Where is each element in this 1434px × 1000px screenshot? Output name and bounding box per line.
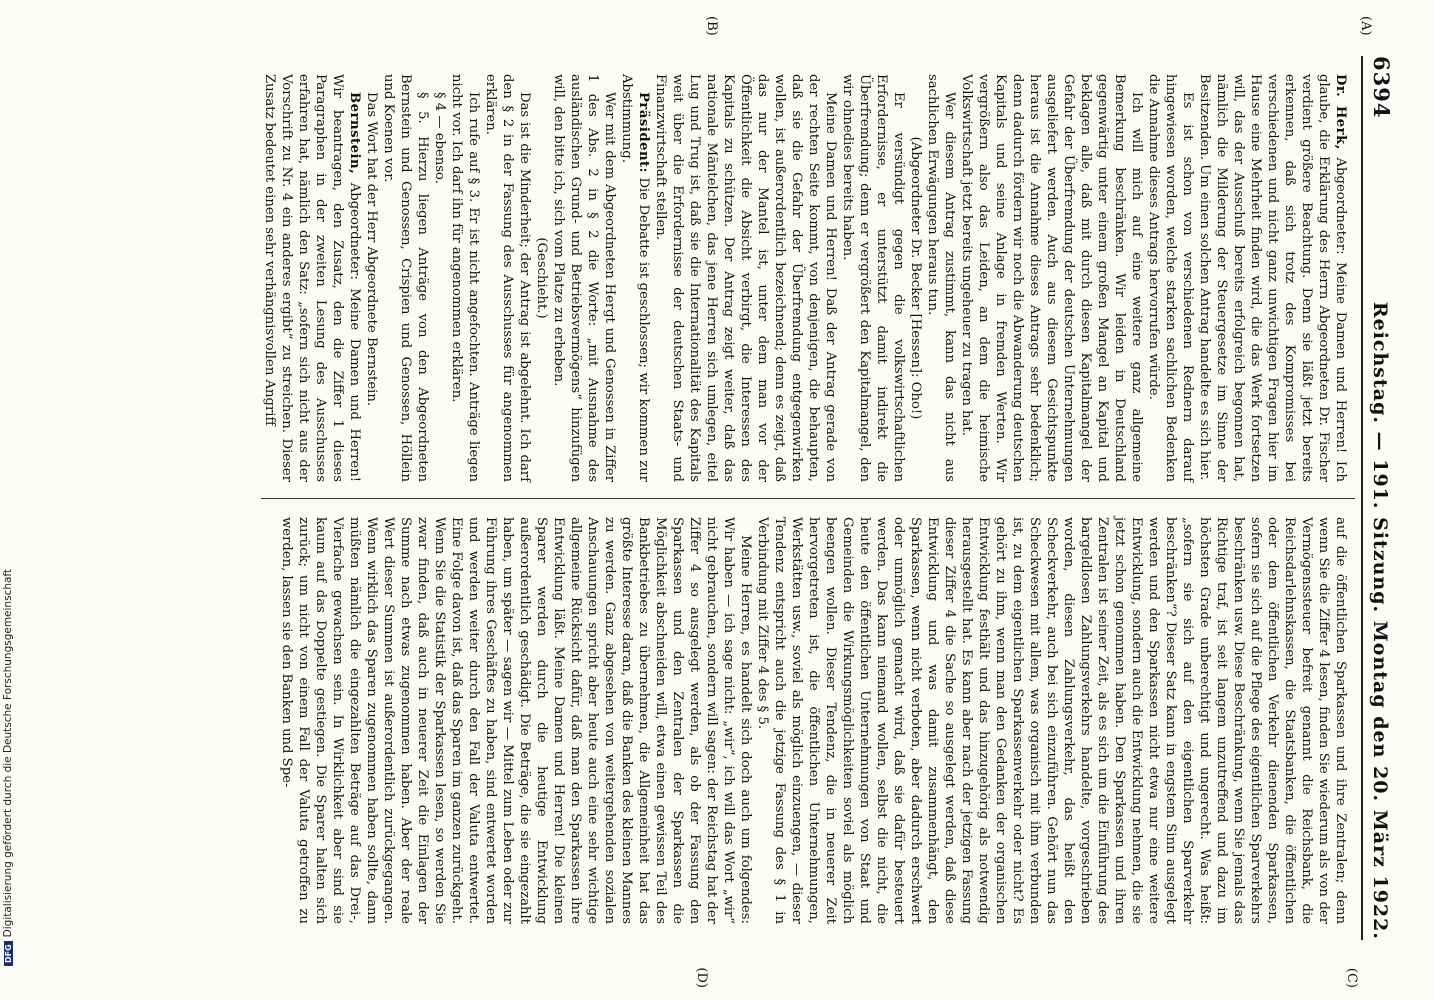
paragraph: Ich rufe auf § 3. Er ist nicht angefochten. Anträge liegen nicht vor. Ich darf ihn für angenommen erklären. [449, 74, 481, 482]
text-columns [261, 16, 1373, 988]
speech-text: Abgeordneter: Meine Damen und Herren! Wir beantragen, den Zusatz, den die Ziffer 1 dieses Paragraphen in der zweiten Lesung des Ausschusses erfahren hat, nämlich den Satz: „sofern sich nicht aus der Vorschrift zu Nr. 4 ein anderes ergibt“ zu streichen. Dieser Zusatz bedeutet einen sehr verhängnisvollen Angriff [262, 74, 362, 482]
paragraph: Das Wort hat der Herr Abgeordnete Bernstein. [364, 92, 379, 407]
left-column [261, 56, 1355, 498]
digitization-credit [2, 0, 18, 1000]
paragraph [618, 74, 652, 482]
right-column [261, 498, 1355, 940]
paragraph: Meine Damen und Herren! Daß der Antrag gerade von der rechten Seite kommt, von denjenigen, die behaupten, daß sie die Gefahr der Überfremdung entgegenwirken wollen, ist außerordentlich bezeichnend; denn es zeigt, daß das nur der Mantel ist, unter dem man vor der Öffentlichkeit die Absicht verbirgt, die Interessen des Kapitals zu schützen. Der Antrag zeigt weiter, daß das nationale Mäntelchen, das jene Herren sich umlegen, eitel Lug und Trug ist, daß sie die Internationalität des Kapitals weit über die Erfordernisse der deutschen Staats- und Finanzwirtschaft stellen. [653, 74, 838, 482]
paragraph: Ich will mich auf eine weitere ganz allgemeine Bemerkung beschränken. Wir leiden in Deutschland gegenwärtig unter einem großen Mangel an Kapital und beklagen alle, daß mit durch diesen Kapitalmangel der Gefahr der Überfremdung der deutschen Unternehmungen ausgeliefert werden. Auch aus diesem Gesichtspunkte heraus ist die Annahme dieses Antrags sehr bedenklich; denn dadurch fördern wir noch die Abwanderung deutschen Kapitals und seine Anlage in fremden Werten. Wir vergrößern also das Leiden, an dem die heimische Volkswirtschaft jetzt bereits ungeheuer zu tragen hat. [959, 74, 1144, 482]
margin-marker-b: (B) [704, 16, 719, 36]
margin-marker-c: (C) [1344, 967, 1359, 988]
speech-text: Abgeordneter: Meine Damen und Herren! Ich glaube, die Erklärung des Herrn Abgeordneten Dr. Fischer verdient größere Beachtung. Denn sie läßt jetzt bereits erkennen, daß sich trotz des Kompromisses bei verschiedenen und nicht ganz unwichtigen Fragen hier im Hause eine Mehrheit finden wird, die das Werk fortsetzen will, das der Ausschuß bereits erfolgreich begonnen hat, nämlich die Milderung der Steuergesetze im Sinne der Besitzenden. Um einen solchen Antrag handelte es sich hier. [1197, 74, 1348, 482]
page-header [1361, 56, 1394, 940]
interjection: (Geschieht.) [534, 237, 549, 319]
interjection: (Abgeordneter Dr. Becker [Hessen]: Oho!) [908, 136, 923, 420]
page-title: Reichstag. — 191. Sitzung. Montag den 20. März 1922. [1369, 301, 1391, 940]
paragraph: § 5. Hierzu liegen Anträge von den Abgeordneten Bernstein und Genossen, Crispien und Genossen, Höllein und Koenen vor. [381, 74, 430, 482]
speaker-name: Bernstein, [347, 92, 362, 175]
paragraph [261, 74, 363, 482]
paragraph: Er versündigt gegen die volkswirtschaftlichen Erfordernisse, er unterstützt damit indirekt die Überfremdung; denn er vergrößert den Kapitalmangel, den wir ohnedies bereits haben. [840, 74, 906, 482]
speaker-name: Präsident: [636, 92, 651, 174]
page-number: 6394 [1369, 56, 1394, 119]
paragraph: Meine Herren, es handelt sich doch auch um folgendes: Wir haben — ich sage nicht: „wir“, ich will das Wort „wir“ nicht gebrauchen, sondern will sagen: der Reichstag hat der Ziffer 4 so ausgelegt werden, als ob der Fassung den Sparkassen und den Zentralen der Sparkassen die Möglichkeit abschneiden will, etwa einen gewissen Teil des Bankbetriebes zu übernehmen, die Allgemeinheit hat das größte Interesse daran, daß die Banken des kleinen Mannes zu werden. Ganz abgesehen von weitergehenden sozialen Anschauungen spricht aber heute auch eine sehr wichtige allgemeine Rücksicht dafür, daß man den Sparkassen ihre Entwicklung läßt. Meine Damen und Herren! Die kleinen Sparer werden durch die heutige Entwicklung außerordentlich geschädigt. Die Beträge, die sie eingezahlt haben, um später — sagen wir — Mittel zum Leben oder zur Führung ihres Geschäftes zu haben, sind entwertet worden und werden weiter durch den Fall der Valuta entwertet. Eine Folge davon ist, daß das Sparen im ganzen zurückgeht. Wenn Sie die Statistik der Sparkassen lesen, so werden Sie zwar finden, daß auch in neuerer Zeit die Einlagen der Summe nach etwas zugenommen haben. Aber der reale Wert dieser Summen ist außerordentlich zurückgegangen. Wenn wirklich das Sparen zugenommen haben sollte, dann müßten nämlich die eingezahlten Beträge auf das Drei-, Vierfache gewachsen sein. In Wirklichkeit aber sind sie kaum auf das Doppelte gestiegen. Die Sparer halten sich zurück; um nicht von einem Fall der Valuta getroffen zu werden, lassen sie den Banken und Spe- [279, 517, 753, 924]
margin-marker-a: (A) [1358, 16, 1373, 36]
margin-marker-d: (D) [694, 967, 709, 988]
speech-text: Die Debatte ist geschlossen; wir kommen zur Abstimmung. [619, 74, 651, 482]
paragraph: § 4 — ebenso. [432, 92, 447, 184]
paragraph: Das ist die Minderheit; der Antrag ist abgelehnt. Ich darf den § 2 in der Fassung des Ausschusses für angenommen erklären. [483, 74, 532, 482]
paragraph: Wer diesem Antrag zustimmt, kann das nicht aus sachlichen Erwägungen heraus tun. [925, 74, 957, 482]
dfg-logo: DFG [4, 941, 13, 966]
paragraph: Es ist schon von verschiedenen Rednern darauf hingewiesen worden, welche starken sachlichen Bedenken die Annahme dieses Antrags hervorrufen würde. [1146, 74, 1195, 482]
credit-text: Digitalisierung gefördert durch die Deutsche Forschungsgemeinschaft [2, 568, 14, 938]
paragraph: auf die öffentlichen Sparkassen und ihre Zentralen; denn wenn Sie die Ziffer 4 lesen, finden Sie wiederum als von der Vermögenssteuer befreit genannt die Reichsbank, die Reichsdarlehnskassen, die Staatsbanken, die öffentlichen oder dem öffentlichen Verkehr dienenden Sparkassen, sofern sie sich auf die Pflege des eigentlichen Sparverkehrs beschränken usw. Diese Beschränkung, wenn Sie jemals das Richtige traf, ist seit langem unzutreffend und dazu im höchsten Grade unberechtigt und ungerecht. Was heißt: „sofern sie sich auf den eigentlichen Sparverkehr beschränken“? Dieser Satz kann in engstem Sinn ausgelegt werden und den Sparkassen nicht etwa nur eine weitere Entwicklung, sondern auch die Entwicklung nehmen, die sie jetzt schon genommen haben. Den Sparkassen und ihren Zentralen ist seiner Zeit, als es sich um die Einführung des bargeldlosen Zahlungsverkehrs handelte, vorgeschrieben worden, diesen Zahlungsverkehr, das heißt den Scheckverkehr, auch bei sich einzuführen. Gehört nun das Scheckwesen mit allem, was organisch mit ihm verbunden ist, zu dem eigentlichen Sparkassenverkehr oder nicht? Es gehört zu ihm, wenn man den Gedanken der organischen Entwicklung festhält und das hinzugehörig als notwendig herausgestellt hat. Es kann aber nach der jetzigen Fassung dieser Ziffer 4 die Sache so ausgelegt werden, daß diese Entwicklung und was damit zusammenhängt, den Sparkassen, wenn nicht verboten, aber dadurch erschwert oder unmöglich gemacht wird, daß sie dafür besteuert werden. Das kann niemand wollen, selbst die nicht, die heute den öffentlichen Unternehmungen von Staat und Gemeinden die Wirkungsmöglichkeiten soviel als möglich beengen wollen. Dieser Tendenz, die in neuerer Zeit hervorgetreten ist, die öffentlichen Unternehmungen, Werkstätten usw., soviel als möglich einzuengen, — dieser Tendenz entspricht auch die jetzige Fassung des § 1 in Verbindung mit Ziffer 4 des § 5. [755, 517, 1348, 924]
paragraph [1196, 74, 1349, 482]
speaker-name: Dr. Herk, [1333, 74, 1348, 150]
paragraph: Wer mit dem Abgeordneten Hergt und Genossen in Ziffer 1 des Abs. 2 in § 2 die Worte: „mit Ausnahme des ausländischen Grund- und Betriebsvermögens“ hinzufügen will, den bitte ich, sich vom Platze zu erheben. [551, 74, 617, 482]
